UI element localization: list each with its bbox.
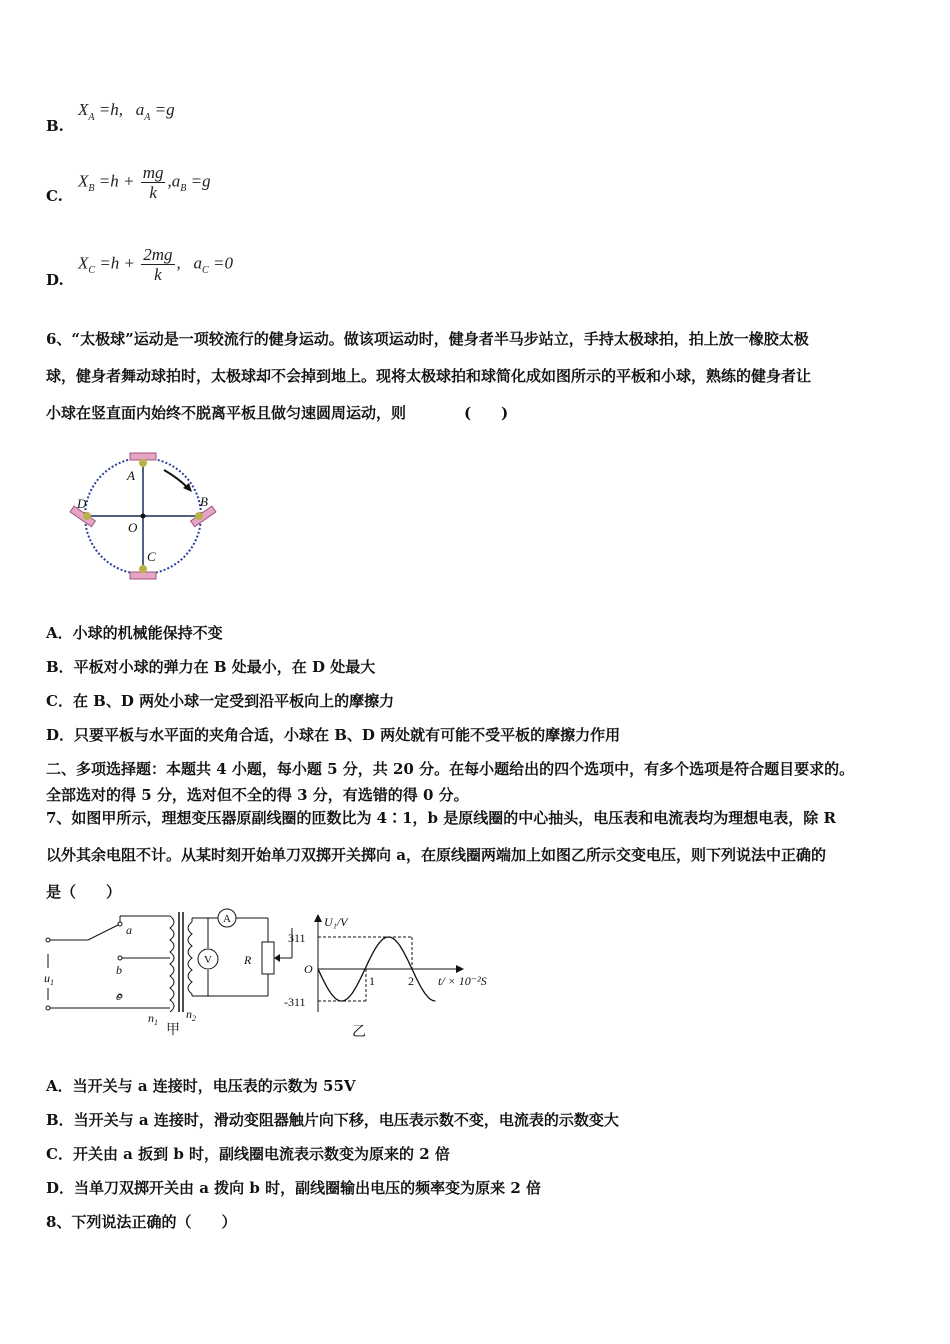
label-b: b [116,963,122,977]
caption-yi: 乙 [352,1025,366,1040]
q6-option-d: D．只要平板与水平面的夹角合适，小球在 B、D 两处就有可能不受平板的摩擦力作用 [46,726,621,744]
switch-contact-a [118,922,122,926]
switch-contact-b [118,956,122,960]
option-label: B. [46,117,64,135]
origin-label: O [304,962,313,976]
q6-option-a: A．小球的机械能保持不变 [46,624,223,642]
label-b: B [200,494,208,509]
resistor-label: R [244,953,252,967]
x-tick-2: 2 [408,974,414,988]
label-u1: $u_1$ [44,971,54,987]
q6-option-b: B．平板对小球的弹力在 B 处最小，在 D 处最大 [46,658,376,676]
ball-d [83,512,91,520]
q7-option-a: A．当开关与 a 连接时，电压表的示数为 55V [46,1077,356,1095]
q8-stem: 8、下列说法正确的（ ） [46,1213,237,1231]
label-d: D [77,496,87,511]
plate-top [130,453,156,460]
section2-line-1: 二、多项选择题：本题共 4 小题，每小题 5 分，共 20 分。在每小题给出的四个选项中，有多个选项是符合题目要求的。 [46,760,855,778]
slider-arrow-icon [274,954,280,962]
q7-stem-line-2: 以外其余电阻不计。从某时刻开始单刀双掷开关掷向 a，在原线圈两端加上如图乙所示交变电压，则下列说法中正确的 [46,846,826,864]
y-tick-top: 311 [288,931,306,945]
rotation-arrow [164,470,188,488]
q7-option-c: C．开关由 a 扳到 b 时，副线圈电流表示数变为原来的 2 倍 [46,1145,450,1163]
ball-b [195,512,203,520]
formula: $X_C =h$ + $\frac{2mg}{k}$ , $a_C =0$ [78,245,233,284]
plate-bottom [130,572,156,579]
label-o: O [128,520,138,535]
label-n1: $n_1$ [148,1011,158,1027]
q7-option-d: D．当单刀双掷开关由 a 拨向 b 时，副线圈输出电压的频率变为原来 2 倍 [46,1179,541,1197]
q7-voltage-graph [282,912,512,1042]
resistor [262,942,274,974]
caption-jia: 甲 [166,1023,180,1038]
label-a: A [127,468,135,483]
primary-coil [170,916,174,1012]
formula: $X_B =h$ + $\frac{mg}{k}$ $,a_B =g$ [78,163,211,202]
q6-stem-line-2: 球，健身者舞动球拍时，太极球却不会掉到地上。现将太极球拍和球简化成如图所示的平板和小球，熟练的健身者让 [46,367,812,385]
q7-stem [46,800,916,911]
label-c: c [116,989,122,1003]
section2-line-2: 全部选对的得 5 分，选对但不全的得 3 分，有选错的得 0 分。 [46,786,469,804]
y-tick-bottom: -311 [284,995,306,1009]
q7-stem-line-3: 是（ ） [46,883,122,901]
ball-c [139,565,147,573]
terminal-bottom [46,1006,50,1010]
secondary-coil [188,922,192,994]
option-label: D. [46,271,64,289]
y-axis-label: U₁/V [324,915,348,929]
ball-a [139,459,147,467]
option-label: C. [46,187,63,205]
q7-circuit-figure [40,908,300,1040]
ammeter-label: A [223,913,231,925]
x-axis-label: t/ × 10⁻²S [438,974,487,988]
label-a: a [126,923,132,937]
voltmeter-label: V [204,954,212,966]
q6-stem-line-1: 6、“太极球”运动是一项较流行的健身运动。做该项运动时，健身者半马步站立，手持太极球拍，拍上放一橡胶太极 [46,330,809,348]
formula: $X_A =h$, $a_A =g$ [78,100,175,123]
y-axis-arrow-icon [314,914,322,922]
switch-blade [88,924,120,940]
q6-stem [46,321,916,432]
label-c: C [147,549,156,564]
q6-option-c: C．在 B、D 两处小球一定受到沿平板向上的摩擦力 [46,692,395,710]
center-point [141,514,146,519]
answer-blank: ( ) [464,404,509,422]
q7-option-b: B．当开关与 a 连接时，滑动变阻器触片向下移，电压表示数不变，电流表的示数变大 [46,1111,619,1129]
x-tick-1: 1 [369,974,375,988]
q7-stem-line-1: 7、如图甲所示，理想变压器原副线圈的匝数比为 4∶1，b 是原线圈的中心抽头，电压表和电流表均为理想电表，除 R [46,809,836,827]
q6-stem-line-3: 小球在竖直面内始终不脱离平板且做匀速圆周运动，则 ( ) [46,404,509,422]
label-n2: $n_2$ [186,1007,196,1023]
q6-figure [66,446,226,586]
terminal-top [46,938,50,942]
x-axis-arrow-icon [456,965,464,973]
